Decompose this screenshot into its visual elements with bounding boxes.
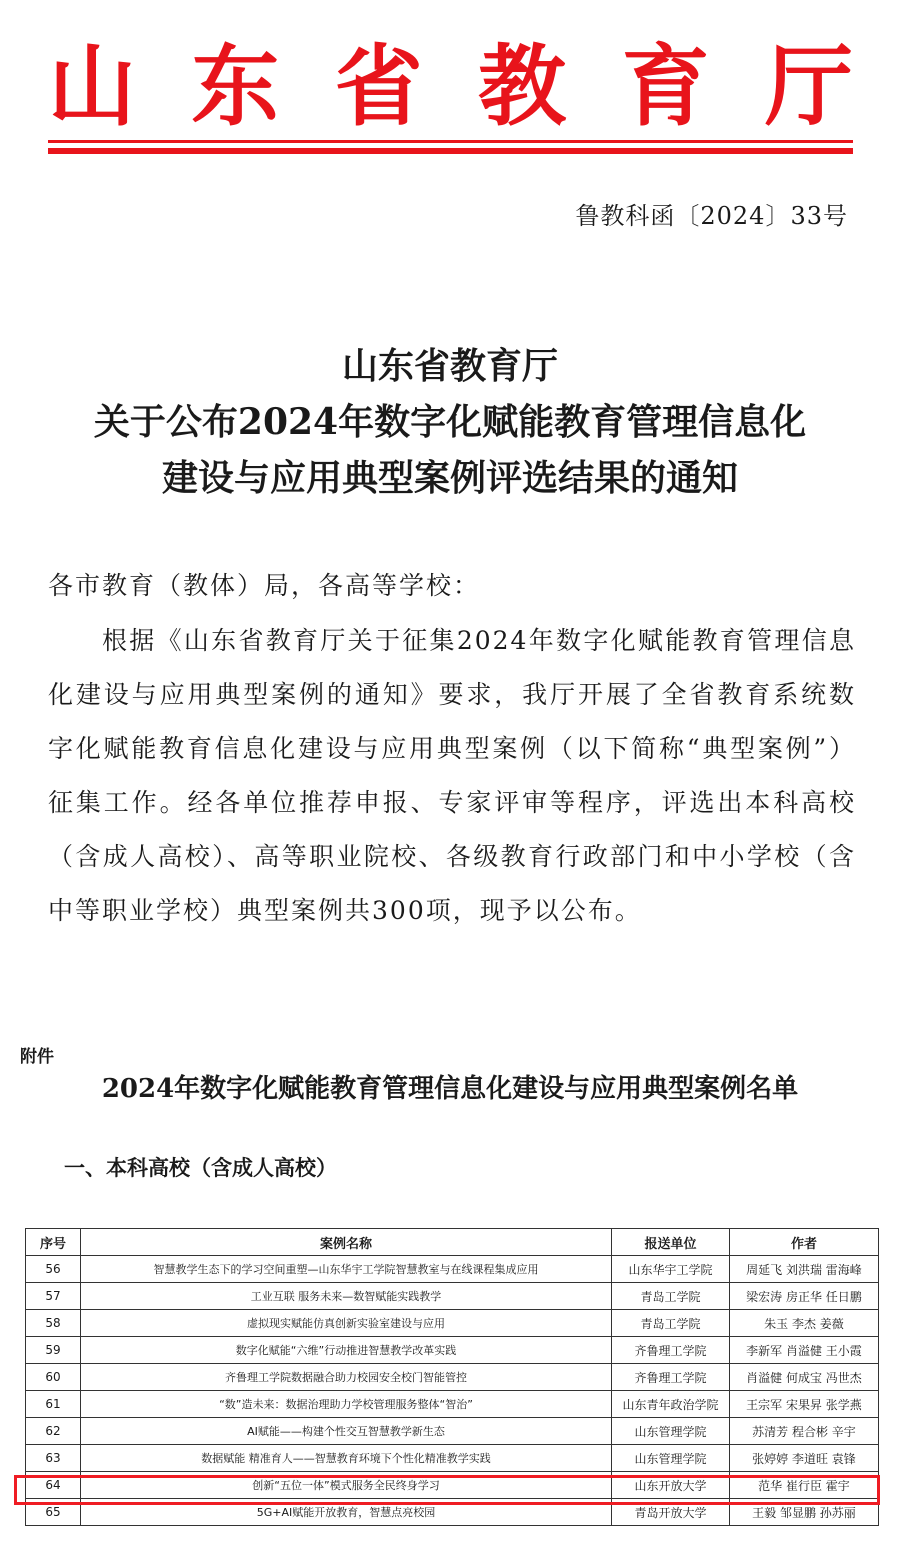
- cell-authors: 王毅 邹显鹏 孙苏丽: [730, 1499, 879, 1526]
- cell-case-name: 工业互联 服务未来—数智赋能实践教学: [81, 1283, 612, 1310]
- table-row: [26, 1364, 879, 1391]
- cell-authors: 李新军 肖溢健 王小霞: [730, 1337, 879, 1364]
- cell-index: 57: [26, 1283, 81, 1310]
- section-title: 一、本科高校（含成人高校）: [64, 1156, 337, 1180]
- cell-authors: 苏清芳 程合彬 辛宇: [730, 1418, 879, 1445]
- cell-unit: 青岛工学院: [612, 1283, 730, 1310]
- cell-authors: 周延飞 刘洪瑞 雷海峰: [730, 1256, 879, 1283]
- header-case-name: 案例名称: [81, 1229, 612, 1256]
- cell-index: 61: [26, 1391, 81, 1418]
- cell-case-name: AI赋能——构建个性交互智慧教学新生态: [81, 1418, 612, 1445]
- masthead-char: 东: [191, 34, 280, 138]
- table-row: [26, 1391, 879, 1418]
- cell-unit: 齐鲁理工学院: [612, 1364, 730, 1391]
- cell-index: 63: [26, 1445, 81, 1472]
- cell-unit: 山东开放大学: [612, 1472, 730, 1499]
- cell-authors: 肖溢健 何成宝 冯世杰: [730, 1364, 879, 1391]
- header-authors: 作者: [730, 1229, 879, 1256]
- cell-index: 56: [26, 1256, 81, 1283]
- cell-authors: 梁宏涛 房正华 任日鹏: [730, 1283, 879, 1310]
- masthead-char: 山: [48, 34, 137, 138]
- body-paragraph: 根据《山东省教育厅关于征集2024年数字化赋能教育管理信息化建设与应用典型案例的通知》要求，我厅开展了全省教育系统数字化赋能教育信息化建设与应用典型案例（以下简称“典型案例”）征集工作。经各单位推荐申报、专家评审等程序，评选出本科高校（含成人高校）、高等职业院校、各级教育行政部门和中小学校（含中等职业学校）典型案例共300项，现予以公布。: [48, 626, 856, 925]
- highlight-box: [14, 1475, 880, 1505]
- cell-authors: 张婷婷 李道旺 袁锋: [730, 1445, 879, 1472]
- title-line: 建设与应用典型案例评选结果的通知: [161, 457, 738, 499]
- cell-authors: 王宗军 宋果昇 张学燕: [730, 1391, 879, 1418]
- cell-case-name: 齐鲁理工学院数据融合助力校园安全校门智能管控: [81, 1364, 612, 1391]
- cell-index: 58: [26, 1310, 81, 1337]
- title-line: 关于公布2024年数字化赋能教育管理信息化: [93, 401, 807, 443]
- table-header-row: [26, 1229, 879, 1256]
- cell-case-name: 智慧教学生态下的学习空间重塑—山东华宇工学院智慧教室与在线课程集成应用: [81, 1256, 612, 1283]
- salutation: 各市教育（教体）局，各高等学校：: [48, 571, 481, 600]
- cell-case-name: 5G+AI赋能开放教育，智慧点亮校园: [81, 1499, 612, 1526]
- cell-unit: 齐鲁理工学院: [612, 1337, 730, 1364]
- cell-case-name: 数字化赋能“六维”行动推进智慧教学改革实践: [81, 1337, 612, 1364]
- masthead-char: 育: [621, 34, 710, 138]
- header-unit: 报送单位: [612, 1229, 730, 1256]
- cell-unit: 青岛工学院: [612, 1310, 730, 1337]
- red-rule-thick: [48, 148, 853, 154]
- masthead: [48, 34, 853, 138]
- cell-index: 65: [26, 1499, 81, 1526]
- cell-index: 62: [26, 1418, 81, 1445]
- cell-unit: 山东管理学院: [612, 1418, 730, 1445]
- cell-case-name: 创新“五位一体”模式服务全民终身学习: [81, 1472, 612, 1499]
- table-row: [26, 1283, 879, 1310]
- document-number: 鲁教科函〔2024〕33号: [575, 202, 848, 230]
- cell-authors: 朱玉 李杰 姜薇: [730, 1310, 879, 1337]
- table-row: [26, 1337, 879, 1364]
- cell-unit: 山东华宇工学院: [612, 1256, 730, 1283]
- cell-index: 64: [26, 1472, 81, 1499]
- table-row: [26, 1418, 879, 1445]
- cell-index: 60: [26, 1364, 81, 1391]
- table-row: [26, 1445, 879, 1472]
- cell-unit: 山东青年政治学院: [612, 1391, 730, 1418]
- cell-case-name: “数”造未来：数据治理助力学校管理服务整体“智治”: [81, 1391, 612, 1418]
- cell-case-name: 数据赋能 精准育人——智慧教育环境下个性化精准教学实践: [81, 1445, 612, 1472]
- table-row: [26, 1310, 879, 1337]
- cell-index: 59: [26, 1337, 81, 1364]
- document-title: [0, 338, 900, 506]
- masthead-char: 厅: [764, 34, 853, 138]
- title-line: 山东省教育厅: [341, 345, 558, 387]
- cell-authors: 范华 崔行臣 霍宇: [730, 1472, 879, 1499]
- attachment-title: 2024年数字化赋能教育管理信息化建设与应用典型案例名单: [101, 1074, 799, 1104]
- cell-unit: 山东管理学院: [612, 1445, 730, 1472]
- masthead-char: 省: [334, 34, 423, 138]
- red-rule-thin: [48, 140, 853, 143]
- table-row: [26, 1256, 879, 1283]
- attachment-label: 附件: [20, 1047, 54, 1067]
- masthead-char: 教: [478, 34, 567, 138]
- cell-case-name: 虚拟现实赋能仿真创新实验室建设与应用: [81, 1310, 612, 1337]
- cell-unit: 青岛开放大学: [612, 1499, 730, 1526]
- header-index: 序号: [26, 1229, 81, 1256]
